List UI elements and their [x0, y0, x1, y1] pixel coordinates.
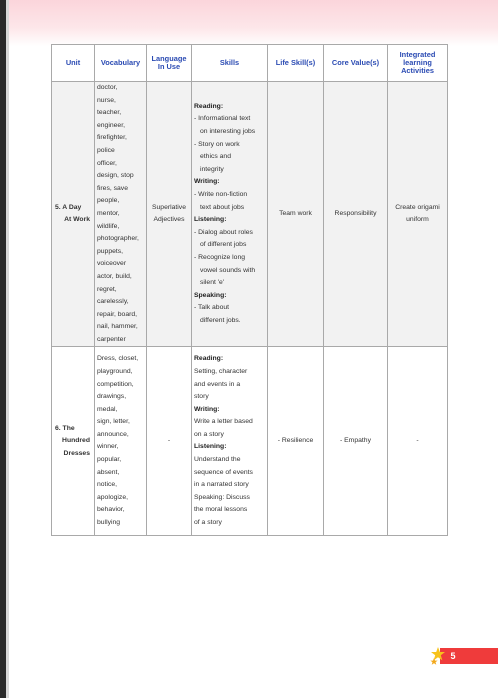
vocabulary-word: playground,	[97, 367, 133, 375]
header-vocabulary: Vocabulary	[95, 45, 147, 82]
unit-number: 6. The	[55, 424, 75, 432]
integrated-line: uniform	[406, 216, 429, 224]
vocabulary-word: puppets,	[97, 247, 124, 255]
skills-cell	[192, 347, 268, 536]
unit-number: 5. A Day	[55, 203, 82, 211]
skill-line: Setting, character	[194, 367, 248, 375]
skill-line: different jobs.	[200, 316, 241, 324]
vocabulary-word: engineer,	[97, 121, 125, 129]
vocabulary-word: competition,	[97, 380, 134, 388]
skill-line: story	[194, 393, 209, 401]
header-language-in-use: Language In Use	[147, 45, 192, 82]
skill-line: of different jobs	[200, 241, 247, 249]
skills-cell	[192, 82, 268, 347]
vocabulary-word: notice,	[97, 481, 118, 489]
skill-line: vowel sounds with	[200, 266, 256, 274]
vocabulary-word: Dress, closet,	[97, 355, 139, 363]
unit-title: At Work	[64, 216, 90, 224]
vocabulary-word: regret,	[97, 285, 117, 293]
vocabulary-word: bullying	[97, 519, 121, 527]
unit-cell	[52, 347, 95, 536]
curriculum-table	[51, 44, 448, 536]
skill-line: Speaking: Discuss	[194, 493, 250, 501]
skill-line: text about jobs	[200, 203, 245, 211]
table-header-row	[52, 45, 448, 82]
vocabulary-word: popular,	[97, 456, 122, 464]
life-skill-cell: - Resilience	[268, 347, 324, 536]
skill-line: - Story on work	[194, 140, 240, 148]
vocabulary-word: people,	[97, 197, 120, 205]
header-integrated-activities: Integrated learning Activities	[388, 45, 448, 82]
header-life-skills: Life Skill(s)	[268, 45, 324, 82]
skill-line: sequence of events	[194, 468, 253, 476]
skill-line: in a narrated story	[194, 481, 249, 489]
skill-line: ethics and	[200, 153, 231, 161]
language-cell	[147, 347, 192, 536]
vocabulary-word: nail, hammer,	[97, 323, 138, 331]
skill-line: silent 'e'	[200, 279, 225, 287]
skill-heading: Speaking:	[194, 291, 227, 299]
vocabulary-word: firefighter,	[97, 134, 127, 142]
vocabulary-word: carpenter	[97, 335, 126, 343]
vocabulary-word: nurse,	[97, 96, 116, 104]
integrated-line: Create origami	[395, 203, 440, 211]
skill-line: on interesting jobs	[200, 128, 256, 136]
vocabulary-cell	[95, 82, 147, 347]
language-line: Adjectives	[153, 216, 185, 224]
skill-line: Understand the	[194, 456, 241, 464]
unit-cell	[52, 82, 95, 347]
header-core-values: Core Value(s)	[324, 45, 388, 82]
unit-title: Dresses	[63, 449, 90, 457]
vocabulary-word: repair, board,	[97, 310, 138, 318]
skill-line: - Talk about	[194, 304, 230, 312]
language-cell	[147, 82, 192, 347]
skill-line: of a story	[194, 519, 222, 527]
vocabulary-word: apologize,	[97, 493, 128, 501]
skill-heading: Writing:	[194, 405, 220, 413]
vocabulary-word: winner,	[97, 443, 119, 451]
integrated-activity-cell	[388, 347, 448, 536]
vocabulary-word: wildlife,	[97, 222, 120, 230]
vocabulary-word: police	[97, 146, 115, 154]
core-value-cell: - Empathy	[324, 347, 388, 536]
header-skills: Skills	[192, 45, 268, 82]
skill-line: - Write non-fiction	[194, 191, 248, 199]
unit-title: Hundred	[62, 437, 90, 445]
vocabulary-word: actor, build,	[97, 272, 132, 280]
language-line: -	[167, 437, 171, 445]
vocabulary-word: absent,	[97, 468, 120, 476]
vocabulary-word: photographer,	[97, 235, 139, 243]
skill-line: integrity	[200, 165, 224, 173]
skill-line: - Dialog about roles	[194, 228, 253, 236]
life-skill-cell: Team work	[268, 82, 324, 347]
skill-line: the moral lessons	[194, 506, 248, 514]
header-unit: Unit	[52, 45, 95, 82]
skill-heading: Reading:	[194, 355, 224, 363]
integrated-activity-cell	[388, 82, 448, 347]
left-edge-shadow	[6, 0, 9, 698]
integrated-line: -	[416, 437, 419, 445]
vocabulary-word: officer,	[97, 159, 117, 167]
vocabulary-cell	[95, 347, 147, 536]
vocabulary-word: drawings,	[97, 393, 127, 401]
skill-heading: Listening:	[194, 443, 227, 451]
skill-line: - Recognize long	[194, 254, 246, 262]
vocabulary-word: medal,	[97, 405, 118, 413]
table-row	[52, 82, 448, 347]
skill-heading: Reading:	[194, 102, 224, 110]
table-row	[52, 347, 448, 536]
vocabulary-word: announce,	[97, 430, 129, 438]
skill-line: Write a letter based	[194, 418, 253, 426]
vocabulary-word: sign, letter,	[97, 418, 130, 426]
skill-line: - Informational text	[194, 115, 251, 123]
skill-heading: Listening:	[194, 216, 227, 224]
skill-heading: Writing:	[194, 178, 220, 186]
vocabulary-word: mentor,	[97, 209, 120, 217]
top-pink-band	[0, 0, 498, 46]
core-value-cell: Responsibility	[324, 82, 388, 347]
skill-line: and events in a	[194, 380, 241, 388]
skill-line: on a story	[194, 430, 224, 438]
vocabulary-word: design, stop	[97, 172, 134, 180]
page-number: 5	[450, 651, 456, 661]
star-icon	[430, 646, 446, 666]
vocabulary-word: doctor,	[97, 84, 118, 91]
vocabulary-word: carelessly,	[97, 298, 129, 306]
vocabulary-word: fires, save	[97, 184, 128, 192]
vocabulary-word: voiceover	[97, 260, 127, 268]
vocabulary-word: teacher,	[97, 109, 122, 117]
vocabulary-word: behavior,	[97, 506, 125, 514]
language-line: Superlative	[151, 203, 186, 211]
